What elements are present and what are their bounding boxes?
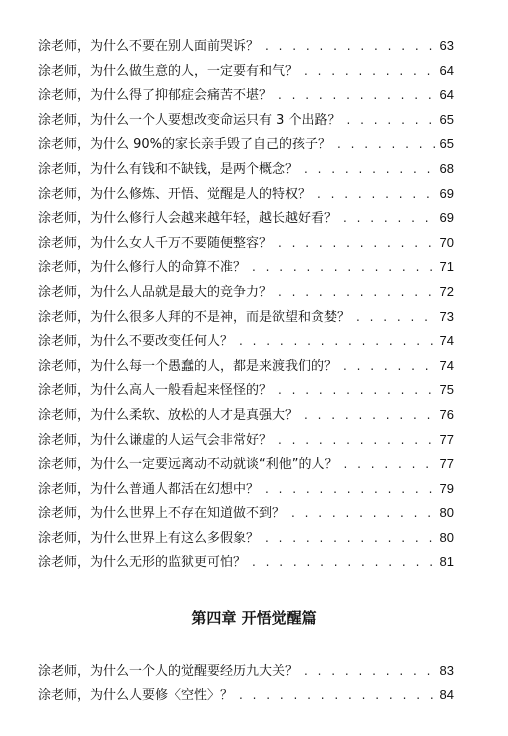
toc-page-number: 76: [439, 406, 454, 422]
toc-entry[interactable]: [38, 550, 454, 575]
toc-entry[interactable]: [38, 683, 454, 707]
toc-dot-leader: [291, 501, 436, 526]
toc-dot-leader: [337, 132, 436, 157]
toc-entry[interactable]: [38, 354, 454, 379]
toc-entry[interactable]: [38, 59, 454, 84]
toc-entry-title: 涂老师，为什么修行人的命算不准？: [38, 260, 247, 276]
chapter-heading: 第四章 开悟觉醒篇: [191, 609, 317, 627]
toc-dot-leader: [304, 403, 436, 428]
toc-entry-title: 涂老师，为什么很多人拜的不是神，而是欲望和贪婪？: [38, 309, 351, 325]
toc-dot-leader: [239, 683, 436, 707]
toc-entry[interactable]: [38, 132, 454, 157]
toc-entry[interactable]: [38, 231, 454, 256]
toc-page-number: 68: [439, 160, 454, 176]
toc-entry-title: 涂老师，为什么一个人的觉醒要经历九大关？: [38, 664, 299, 679]
toc-page-number: 64: [439, 62, 454, 78]
toc-entry[interactable]: [38, 501, 454, 526]
toc-dot-leader: [343, 452, 435, 477]
toc-page-number: 74: [439, 333, 454, 349]
toc-entry-title: 涂老师，为什么得了抑郁症会痛苦不堪？: [38, 88, 273, 104]
toc-dot-leader: [278, 280, 436, 305]
toc-page-number: 80: [439, 505, 454, 521]
chapter-toc-list: [38, 659, 454, 707]
toc-page-number: 83: [439, 663, 454, 678]
toc-entry[interactable]: [38, 378, 454, 403]
toc-dot-leader: [304, 59, 436, 84]
toc-dot-leader: [343, 206, 436, 231]
toc-page-number: 80: [439, 529, 454, 545]
toc-entry-title: 涂老师，为什么人要修〈空性〉？: [38, 688, 234, 703]
toc-page-number: 81: [439, 554, 454, 570]
toc-page-number: 65: [439, 111, 454, 127]
toc-dot-leader: [304, 157, 436, 182]
toc-dot-leader: [278, 83, 436, 108]
toc-page-number: 74: [439, 357, 454, 373]
toc-entry[interactable]: [38, 108, 454, 133]
toc-entry[interactable]: [38, 280, 454, 305]
toc-page-number: 65: [439, 136, 454, 152]
toc-page-number: 69: [439, 185, 454, 201]
toc-entry-title: 涂老师，为什么修行人会越来越年轻，越长越好看？: [38, 211, 338, 227]
toc-entry-title: 涂老师，为什么高人一般看起来怪怪的？: [38, 383, 273, 399]
toc-page-number: 63: [439, 38, 454, 53]
toc-dot-leader: [278, 378, 436, 403]
toc-list: [38, 34, 454, 575]
toc-entry[interactable]: [38, 526, 454, 551]
toc-entry-title: 涂老师，为什么修炼、开悟、觉醒是人的特权？: [38, 186, 312, 202]
toc-dot-leader: [252, 255, 436, 280]
toc-entry-title: 涂老师，为什么不要改变任何人？: [38, 334, 234, 350]
toc-entry-title: 涂老师，为什么世界上不存在知道做不到？: [38, 506, 286, 522]
toc-entry[interactable]: [38, 34, 454, 59]
toc-page-number: 84: [439, 687, 454, 702]
toc-dot-leader: [278, 231, 436, 256]
toc-entry[interactable]: [38, 83, 454, 108]
toc-page-number: 70: [439, 234, 454, 250]
toc-dot-leader: [304, 659, 436, 683]
toc-entry[interactable]: [38, 329, 454, 354]
toc-entry[interactable]: [38, 305, 454, 330]
toc-dot-leader: [252, 550, 436, 575]
toc-dot-leader: [239, 329, 436, 354]
toc-dot-leader: [265, 34, 436, 59]
toc-entry[interactable]: [38, 659, 454, 683]
toc-entry[interactable]: [38, 428, 454, 453]
toc-entry[interactable]: [38, 452, 454, 477]
toc-entry[interactable]: [38, 157, 454, 182]
toc-entry-title: 涂老师，为什么谦虚的人运气会非常好？: [38, 432, 273, 448]
toc-entry-title: 涂老师，为什么有钱和不缺钱，是两个概念？: [38, 161, 299, 177]
toc-dot-leader: [317, 182, 436, 207]
toc-page-number: 72: [439, 283, 454, 299]
toc-dot-leader: [265, 477, 436, 502]
toc-page-number: 73: [439, 308, 454, 324]
toc-page-number: 77: [439, 456, 454, 472]
toc-entry-title: 涂老师，为什么做生意的人，一定要有和气？: [38, 63, 299, 79]
toc-entry-title: 涂老师，为什么无形的监狱更可怕？: [38, 555, 247, 571]
toc-entry-title: 涂老师，为什么世界上有这么多假象？: [38, 530, 260, 546]
toc-entry-title: 涂老师，为什么不要在别人面前哭诉？: [38, 39, 260, 54]
toc-entry-title: 涂老师，为什么 90%的家长亲手毁了自己的孩子？: [38, 137, 332, 153]
toc-page-number: 64: [439, 87, 454, 103]
toc-entry[interactable]: [38, 255, 454, 280]
toc-page-number: 79: [439, 480, 454, 496]
toc-dot-leader: [356, 305, 436, 330]
toc-entry-title: 涂老师，为什么柔软、放松的人才是真强大？: [38, 407, 299, 423]
toc-dot-leader: [265, 526, 436, 551]
toc-entry-title: 涂老师，为什么每一个愚蠢的人，都是来渡我们的？: [38, 358, 338, 374]
toc-page-number: 75: [439, 382, 454, 398]
toc-entry-title: 涂老师，为什么普通人都活在幻想中？: [38, 481, 260, 497]
toc-entry-title: 涂老师，为什么人品就是最大的竞争力？: [38, 284, 273, 300]
toc-entry[interactable]: [38, 206, 454, 231]
toc-entry-title: 涂老师，为什么女人千万不要随便整容？: [38, 235, 273, 251]
toc-entry-title: 涂老师，为什么一个人要想改变命运只有 3 个出路？: [38, 112, 341, 128]
toc-page-number: 77: [439, 431, 454, 447]
toc-entry[interactable]: [38, 477, 454, 502]
toc-entry[interactable]: [38, 403, 454, 428]
toc-entry-title: 涂老师，为什么一定要远离动不动就谈“利他”的人？: [38, 457, 338, 473]
toc-dot-leader: [278, 428, 436, 453]
toc-page-number: 69: [439, 210, 454, 226]
toc-page-number: 71: [439, 259, 454, 275]
toc-dot-leader: [347, 108, 436, 133]
toc-entry[interactable]: [38, 182, 454, 207]
toc-dot-leader: [343, 354, 436, 379]
